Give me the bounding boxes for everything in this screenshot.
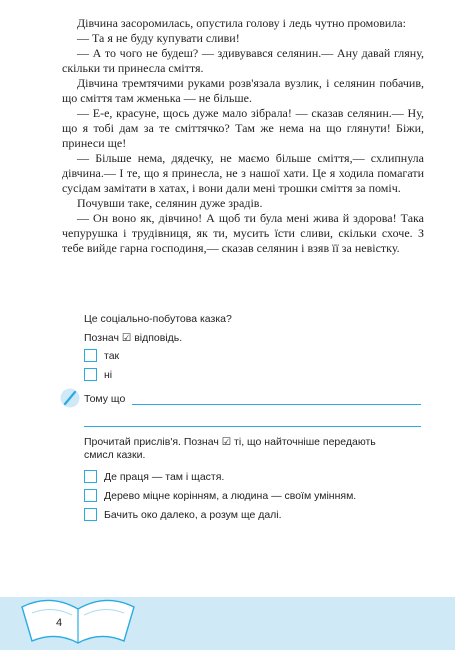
- task1-instruction: Познач ☑ відповідь.: [84, 332, 183, 344]
- proverb-option-2: Дерево міцне корінням, а людина — своїм умінням.: [104, 490, 357, 502]
- story-paragraph: Почувши таке, селянин дуже зрадів.: [77, 196, 263, 210]
- task1-option-no: ні: [104, 369, 113, 381]
- story-paragraph: — Е-е, красуне, щось дуже мало зібрала! — сказав селянин.— Ну, що я тобі дам за те сміттячко? Там же нема на що глянути! Біжи, принеси ще!: [62, 106, 424, 150]
- story-paragraph: Дівчина тремтячими руками розв'язала вузлик, і селянин побачив, що сміття там жменька — не більше.: [62, 76, 424, 105]
- proverb-option-1: Де праця — там і щастя.: [104, 471, 225, 483]
- task2-checkbox-2[interactable]: [84, 489, 97, 502]
- because-label: Тому що: [84, 393, 126, 405]
- answer-line-2[interactable]: [84, 426, 421, 427]
- task2-instruction-line2: смисл казки.: [84, 449, 146, 461]
- task2-instruction-line1: Прочитай прислів'я. Познач ☑ ті, що найточніше передають: [84, 436, 376, 448]
- page-number: 4: [56, 617, 63, 629]
- task1-question: Це соціально-побутова казка?: [84, 313, 232, 325]
- pencil-icon: [60, 388, 80, 408]
- task1-option-yes: так: [104, 350, 120, 362]
- task1-checkbox-yes[interactable]: [84, 349, 97, 362]
- task2-checkbox-3[interactable]: [84, 508, 97, 521]
- task1-checkbox-no[interactable]: [84, 368, 97, 381]
- story-paragraph: — Та я не буду купувати сливи!: [77, 31, 240, 45]
- story-paragraph: Дівчина засоромилась, опустила голову і ледь чутно промовила:: [77, 16, 406, 30]
- story-paragraph: — А то чого не будеш? — здивувався селянин.— Ану давай гляну, скільки ти принесла сміття.: [62, 46, 424, 75]
- story-paragraph: — Он воно як, дівчино! А щоб ти була мені жива й здорова! Така чепурушка і трудівниця, як ти, мусить їсти сливи, скільки схоче. З тебе вийде гарна господиня,— сказав селянин і взяв її за невістку.: [62, 211, 424, 255]
- open-book-icon: [18, 585, 138, 647]
- task2-checkbox-1[interactable]: [84, 470, 97, 483]
- answer-line-1[interactable]: [132, 404, 421, 405]
- proverb-option-3: Бачить око далеко, а розум ще далі.: [104, 509, 282, 521]
- story-text: [62, 16, 424, 256]
- story-paragraph: — Більше нема, дядечку, не маємо більше сміття,— схлипнула дівчина.— І те, що я принесла, не з нашої хати. Це я ходила помагати сусідам замітати в хатах, і вони дали мені трошки сміття за поміч.: [62, 151, 424, 195]
